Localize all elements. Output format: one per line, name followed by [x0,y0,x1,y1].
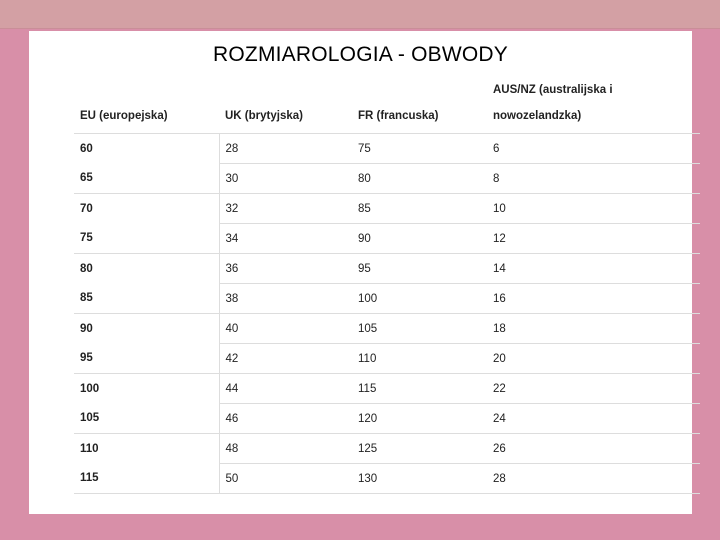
cell-eu: 90 [74,314,219,344]
cell-eu: 70 [74,194,219,224]
table-row [74,404,700,434]
cell-uk: 30 [219,164,352,194]
cell-fr: 100 [352,284,487,314]
cell-uk: 38 [219,284,352,314]
cell-aus: 18 [487,314,700,344]
header-eu: EU (europejska) [74,77,219,134]
cell-fr: 85 [352,194,487,224]
cell-aus: 12 [487,224,700,254]
table-row [74,434,700,464]
cell-eu: 95 [74,344,219,374]
cell-fr: 105 [352,314,487,344]
cell-uk: 50 [219,464,352,494]
cell-aus: 26 [487,434,700,464]
table-row [74,254,700,284]
cell-uk: 32 [219,194,352,224]
table-row [74,464,700,494]
cell-uk: 42 [219,344,352,374]
table-row [74,344,700,374]
cell-aus: 28 [487,464,700,494]
table-row [74,314,700,344]
page-title: ROZMIAROLOGIA - OBWODY [213,43,508,66]
table-row [74,134,700,164]
cell-eu: 75 [74,224,219,254]
cell-fr: 130 [352,464,487,494]
cell-uk: 28 [219,134,352,164]
cell-uk: 36 [219,254,352,284]
cell-eu: 80 [74,254,219,284]
cell-fr: 80 [352,164,487,194]
cell-aus: 16 [487,284,700,314]
cell-aus: 22 [487,374,700,404]
cell-eu: 85 [74,284,219,314]
cell-fr: 115 [352,374,487,404]
table-row [74,164,700,194]
header-fr: FR (francuska) [352,77,487,134]
cell-aus: 20 [487,344,700,374]
table-row [74,194,700,224]
cell-fr: 120 [352,404,487,434]
cell-eu: 110 [74,434,219,464]
table-row [74,284,700,314]
cell-uk: 44 [219,374,352,404]
cell-aus: 24 [487,404,700,434]
table-row [74,374,700,404]
cell-fr: 90 [352,224,487,254]
cell-eu: 105 [74,404,219,434]
table-header-row [74,77,700,134]
header-aus: AUS/NZ (australijska i nowozelandzka) [487,77,700,134]
cell-fr: 125 [352,434,487,464]
cell-aus: 6 [487,134,700,164]
cell-fr: 95 [352,254,487,284]
cell-aus: 8 [487,164,700,194]
cell-uk: 34 [219,224,352,254]
cell-eu: 60 [74,134,219,164]
cell-fr: 110 [352,344,487,374]
size-table [74,77,700,494]
top-band [0,0,720,29]
cell-fr: 75 [352,134,487,164]
cell-uk: 40 [219,314,352,344]
cell-aus: 14 [487,254,700,284]
cell-eu: 65 [74,164,219,194]
cell-uk: 48 [219,434,352,464]
cell-aus: 10 [487,194,700,224]
header-uk: UK (brytyjska) [219,77,352,134]
slide-card [29,31,692,514]
cell-eu: 100 [74,374,219,404]
cell-uk: 46 [219,404,352,434]
cell-eu: 115 [74,464,219,494]
table-row [74,224,700,254]
